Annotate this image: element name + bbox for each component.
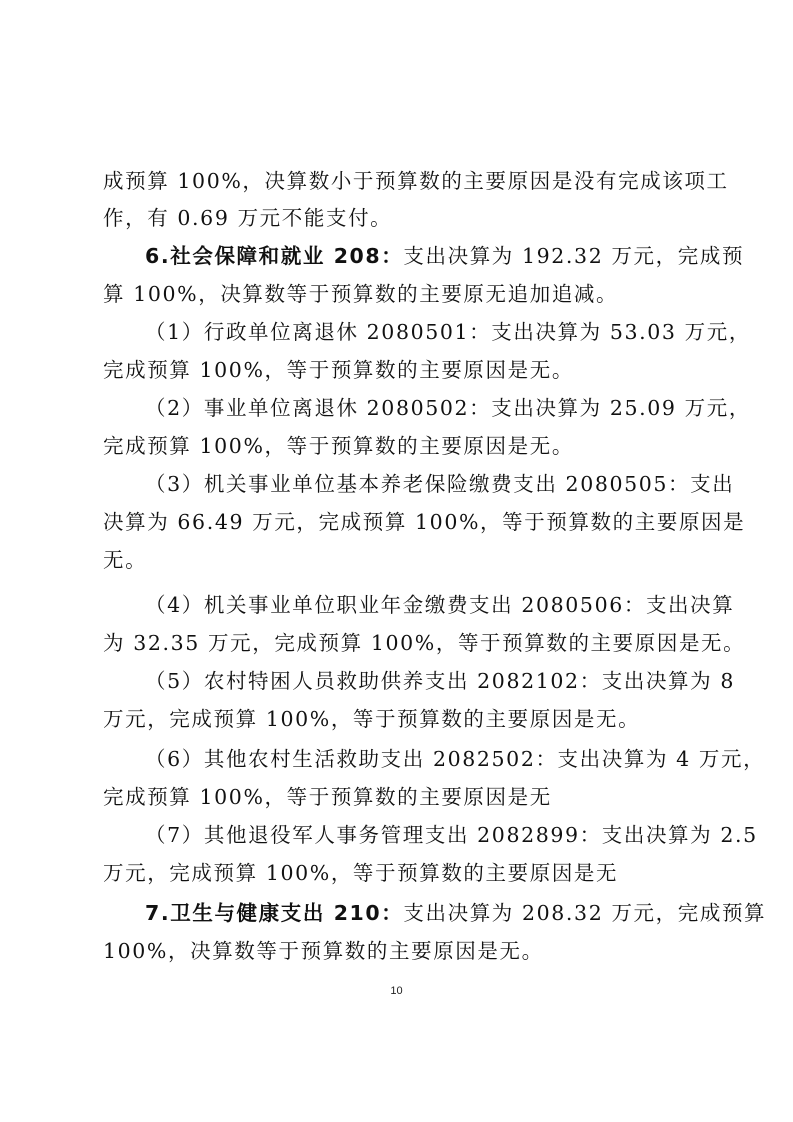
paragraph-line: 为 32.35 万元，完成预算 100%，等于预算数的主要原因是无。 bbox=[103, 631, 746, 655]
paragraph-line: 完成预算 100%，等于预算数的主要原因是无 bbox=[103, 785, 552, 809]
paragraph-line: 成预算 100%，决算数小于预算数的主要原因是没有完成该项工 bbox=[103, 169, 729, 193]
paragraph-line: 决算为 66.49 万元，完成预算 100%，等于预算数的主要原因是 bbox=[103, 510, 746, 534]
section-heading-line bbox=[145, 241, 745, 271]
paragraph-line: 万元，完成预算 100%，等于预算数的主要原因是无 bbox=[103, 861, 619, 885]
paragraph-line: （5）农村特困人员救助供养支出 2082102：支出决算为 8 bbox=[145, 669, 736, 693]
section-heading: 6.社会保障和就业 208： bbox=[145, 244, 404, 268]
paragraph-line: 万元，完成预算 100%，等于预算数的主要原因是无。 bbox=[103, 707, 641, 731]
section-heading-line bbox=[145, 898, 767, 928]
paragraph-line: （7）其他退役军人事务管理支出 2082899：支出决算为 2.5 bbox=[145, 823, 758, 847]
paragraph-line: （4）机关事业单位职业年金缴费支出 2080506：支出决算 bbox=[145, 593, 735, 617]
page-number: 10 bbox=[390, 985, 403, 997]
paragraph-line: 完成预算 100%，等于预算数的主要原因是无。 bbox=[103, 434, 574, 458]
paragraph-line: 100%，决算数等于预算数的主要原因是无。 bbox=[103, 939, 544, 963]
paragraph-line: 无。 bbox=[103, 548, 148, 572]
section-heading: 7.卫生与健康支出 210： bbox=[145, 901, 404, 925]
paragraph-line: （6）其他农村生活救助支出 2082502：支出决算为 4 万元， bbox=[145, 747, 766, 771]
paragraph-text: 支出决算为 192.32 万元，完成预 bbox=[403, 244, 745, 268]
paragraph-line: 算 100%，决算数等于预算数的主要原无追加追减。 bbox=[103, 282, 619, 306]
paragraph-line: （2）事业单位离退休 2080502：支出决算为 25.09 万元， bbox=[145, 396, 751, 420]
paragraph-text: 支出决算为 208.32 万元，完成预算 bbox=[403, 901, 767, 925]
paragraph-line: （3）机关事业单位基本养老保险缴费支出 2080505：支出 bbox=[145, 472, 735, 496]
paragraph-line: 作，有 0.69 万元不能支付。 bbox=[103, 206, 393, 230]
paragraph-line: 完成预算 100%，等于预算数的主要原因是无。 bbox=[103, 358, 574, 382]
paragraph-line: （1）行政单位离退休 2080501：支出决算为 53.03 万元， bbox=[145, 320, 751, 344]
